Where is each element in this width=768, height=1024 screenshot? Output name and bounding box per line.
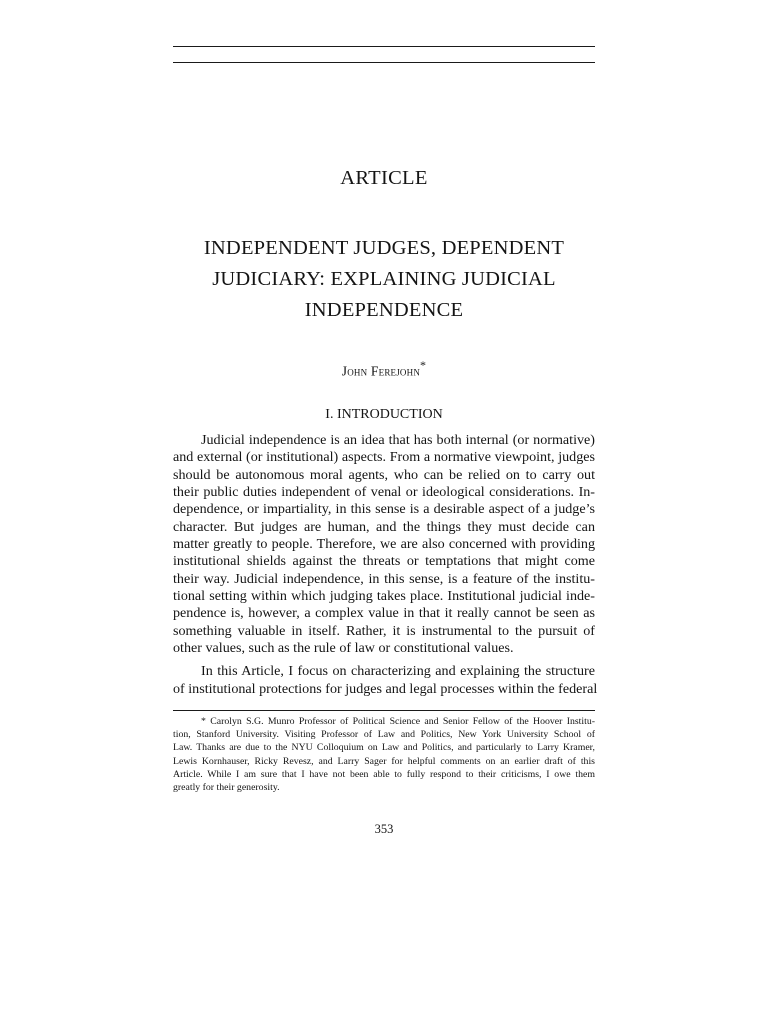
body-line: their way. Judicial independence, in this sense, is a feature of the institu- (173, 570, 595, 587)
body-line: tional setting within which judging takes place. Institutional judicial inde- (173, 588, 595, 605)
body-line: institutional shields against the threats or temptations that might come (173, 553, 595, 570)
body-line: character. But judges are human, and the things they must decide can (173, 518, 595, 535)
author-byline (173, 359, 595, 380)
section-heading: I. INTRODUCTION (325, 407, 443, 422)
title-line: INDEPENDENCE (304, 299, 464, 321)
body-line: of institutional protections for judges and legal processes within the federal (173, 680, 598, 697)
article-label: ARTICLE (340, 167, 428, 189)
footnote-line: Article. While I am sure that I have not been able to fully respond to their criticisms, I owe them (173, 768, 595, 780)
footnote-line: * Carolyn S.G. Munro Professor of Political Science and Senior Fellow of the Hoover Institu- (201, 716, 595, 727)
body-line: something valuable in itself. Rather, it is instrumental to the pursuit of (173, 622, 595, 639)
page-number: 353 (374, 822, 394, 836)
author-footnote-mark: * (420, 358, 427, 372)
title-line: JUDICIARY: EXPLAINING JUDICIAL (212, 268, 556, 290)
header-rule-bottom (173, 62, 595, 63)
body-line: In this Article, I focus on characterizing and explaining the structure (201, 663, 595, 680)
body-line: other values, such as the rule of law or constitutional values. (173, 640, 514, 657)
body-line: matter greatly to people. Therefore, we are also concerned with providing (173, 536, 595, 553)
body-line: pendence is, however, a complex value in that it really cannot be seen as (173, 605, 595, 622)
body-line: Judicial independence is an idea that has both internal (or normative) (201, 432, 595, 448)
footnote-line: tion, Stanford University. Visiting Professor of Law and Politics, New York University School of (173, 729, 595, 741)
article-title (173, 233, 595, 326)
footnote-rule (173, 710, 595, 711)
body-line: should be autonomous moral agents, who can be relied on to carry out (173, 466, 595, 483)
body-line: and external (or institutional) aspects. From a normative viewpoint, judges (173, 449, 595, 466)
footnote (173, 715, 595, 794)
header-rule-top (173, 46, 595, 47)
body-line: their public duties independent of venal or ideological considerations. In- (173, 484, 595, 501)
document-page (173, 0, 598, 1024)
footnote-line: Lewis Kornhauser, Ricky Revesz, and Larry Sager for helpful comments on an earlier draft of this (173, 755, 595, 767)
body-line: dependence, or impartiality, in this sense is a desirable aspect of a judge’s (173, 501, 595, 518)
body-text (173, 432, 598, 698)
author-name: John Ferejohn (341, 363, 421, 379)
footnote-line: greatly for their generosity. (173, 781, 280, 793)
title-line: INDEPENDENT JUDGES, DEPENDENT (203, 237, 565, 259)
footnote-line: Law. Thanks are due to the NYU Colloquium on Law and Politics, and particularly to Larry Kramer, (173, 742, 595, 754)
